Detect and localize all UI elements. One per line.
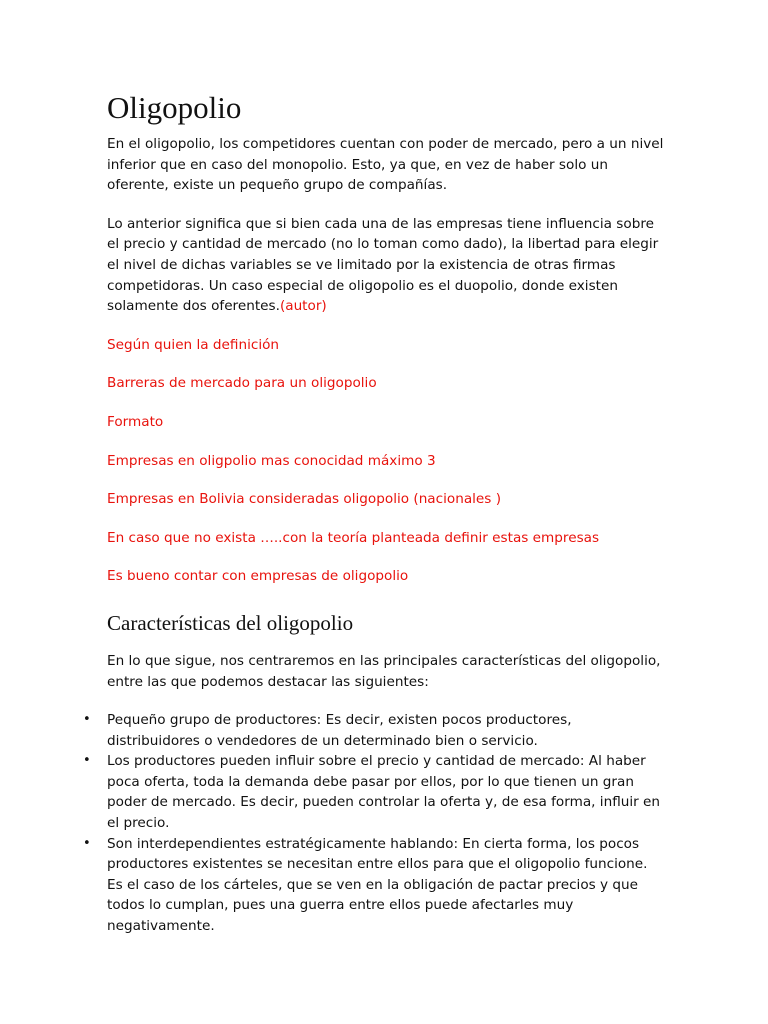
paragraph-detail-text: Lo anterior significa que si bien cada una de las empresas tiene influencia sobre el precio y cantidad de mercado (no lo toman como dado), la libertad para elegir el nivel de dichas variables se ve limitado por la existencia de otras firmas competidoras. Un caso especial de oligopolio es el duopolio, donde existen solamente dos oferentes. (107, 215, 659, 315)
bullet-icon: • (83, 753, 91, 769)
note-line: Empresas en oligpolio mas conocidad máximo 3 (107, 452, 436, 469)
note-line: Barreras de mercado para un oligopolio (107, 375, 377, 392)
note-line: Formato (107, 413, 164, 430)
list-item (83, 751, 667, 833)
page-title: Oligopolio (107, 90, 242, 125)
author-note: (autor) (279, 298, 327, 315)
list-item-text: Son interdependientes estratégicamente hablando: En cierta forma, los pocos productores existentes se necesitan entre ellos para que el oligopolio funcione. Es el caso de los cárteles, que se ven en la obligación de pactar precios y que todos lo cumplan, pues una guerra entre ellos puede afectarles muy negativamente. (107, 835, 648, 935)
bullet-icon: • (83, 712, 91, 728)
list-item (83, 834, 667, 937)
list-item-text: Los productores pueden influir sobre el precio y cantidad de mercado: Al haber poca oferta, toda la demanda debe pasar por ellos, por lo que tienen un gran poder de mercado. Es decir, pueden controlar la oferta y, de esa forma, influir en el precio. (107, 753, 661, 832)
note-line: Según quien la definición (107, 336, 280, 353)
document-page (83, 88, 667, 937)
note-line: En caso que no exista …..con la teoría planteada definir estas empresas (107, 529, 600, 546)
note-line: Es bueno contar con empresas de oligopolio (107, 568, 409, 585)
section-intro: En lo que sigue, nos centraremos en las principales características del oligopolio, entre las que podemos destacar las siguientes: (107, 652, 661, 690)
bullet-icon: • (83, 835, 91, 851)
list-item-text: Pequeño grupo de productores: Es decir, existen pocos productores, distribuidores o vendedores de un determinado bien o servicio. (107, 712, 572, 749)
paragraph-detail (107, 214, 667, 317)
paragraph-intro (107, 134, 667, 196)
characteristics-list (83, 710, 667, 937)
section-heading: Características del oligopolio (107, 610, 354, 635)
paragraph-intro-text: En el oligopolio, los competidores cuentan con poder de mercado, pero a un nivel inferior que en caso del monopolio. Esto, ya que, en vez de haber solo un oferente, existe un pequeño grupo de compañías. (107, 136, 664, 194)
list-item (83, 710, 667, 751)
note-line: Empresas en Bolivia consideradas oligopolio (nacionales ) (107, 491, 501, 508)
